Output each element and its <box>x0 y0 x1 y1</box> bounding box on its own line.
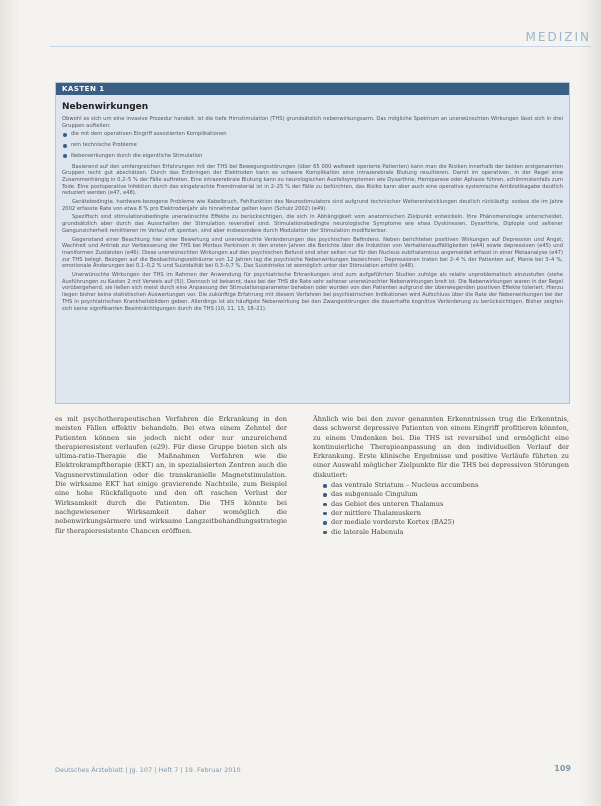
box-tab-label: KASTEN 1 <box>56 83 569 95</box>
box-paragraph: Gegenstand einer Beachtung hier einer Bewertung sind unerwünschte Veränderungen des psychischen Befindens. Neben berichteten positiven Wirkungen auf Depression und Angst, Wachheit und Antrieb zur Verbesserung der THS bei Morbus Parkinson in den ersten Jahren die Berichte über die Induktion von Verhaltensauffälligkeiten (e44) sowie depressiven (e45) und maniformen Zuständen (e46). Diese unerwünschten Wirkungen auf den psychischen Befund sind eher selten nur für den Nucleus subthalamicus angemeldet erfasst in einer Metaanalyse (e47) zur THS belegt. Bezogen auf die Beobachtungszeiträume von 12 Jahren lag die psychische Nebenwirkungen bezeichnen: Depressionen traten bei 2–4 % der Patienten auf, Manie bei 3–4 %, emotionale Änderungen bei 0,1–0,2 % und Suizidalität bei 0,3–0,7 %. Das Suizidrisiko ist womöglich unter der Stimulation erhöht (e48). <box>62 236 563 270</box>
box-paragraph: Spezifisch sind stimulationsbedingte unerwünschte Effekte zu berücksichtigen, die sich in Abhängigkeit vom anatomischen Zielpunkt entwickeln. Ihre Phänomenologie unterscheidet, grundsätzlich aber durch das Ausschalten der Stimulation reversibel sind. Stimulationsbedingte neurologische Symptome wie etwa Dyskinesien, Dysarthrie, Diplopie und seltener Gangunsicherheit remittieren im Verlauf oft spontan, sind aber insbesondere durch Modulation der Stimulation modifizierbar. <box>62 214 563 234</box>
box-title: Nebenwirkungen <box>62 102 149 112</box>
bullet-item: die mit dem operativen Eingriff assoziierten Komplikationen <box>62 131 563 138</box>
box-paragraph: Unerwünschte Wirkungen der THS im Rahmen der Anwendung für psychiatrische Erkrankungen sind zum aufgeführten Studien zufolge als relativ unproblematisch einzustufen (siehe Ausführungen zu Kasten 2 mit Verweis auf (5)). Dennoch ist bekannt, dass bei der THS die Rate sehr seltener unerwünschter Nebenwirkungen breit ist. Die Nebenwirkungen waren in der Regel vorübergehend, sie ließen sich meist durch eine Anpassung der Stimulationsparameter beheben oder wurden von den Patienten aufgrund der überwiegenden positiven Effekte toleriert. Hierzu liegen bisher keine statistischen Auswertungen vor. Die zukünftige Erfahrung mit diesem Verfahren bei psychiatrischen Indikationen wird Aufschluss über die Rate der Nebenwirkungen bei der THS in psychiatrischen Krankheitsbildern geben. Allerdings ist als häufigste Nebenwirkung bei den Zwangsstörungen die dauerhafte kognitive Veränderung zu berücksichtigen. Bisher zeigten sich keine signifikanten Beeinträchtigungen durch die THS (10, 11, 13, 18–21). <box>62 272 563 312</box>
bullet-item: rein technische Probleme <box>62 142 563 149</box>
body-paragraph: es mit psychotherapeutischen Verfahren die Erkrankung in den meisten Fällen effektiv behandeln. Bei etwa einem Zehntel der Patienten können sie jedoch nicht oder nur unzureichend therapieresistent verlaufen (e29). Für diese Gruppe bieten sich als ultima-ratio-Therapie die Maßnahmen Verfahren wie die Elektrokrampftherapie (EKT) an, in spezialisierten Zentren auch die Vagusnervstimulation oder die transkranielle Magnetstimulation. Die wirksame EKT hat einige gravierende Nachteile, zum Beispiel eine hohe Rückfallquote und den oft raschen Verlust der Wirksamkeit durch die Patienten. Die THS könnte bei nachgewiesener Wirksamkeit daher womöglich die nebenwirkungsärmere und wirksame Langzeitbehandlungsstrategie für therapieresistente Chancen eröffnen. <box>55 415 287 535</box>
box-paragraph: Basierend auf den umfangreichen Erfahrungen mit der THS bei Bewegungsstörungen (über 65 000 weltweit operierte Patienten) kann man die Risiken innerhalb der beiden erstgenannten Gruppen recht gut abschätzen. Durch das Einbringen der Elektroden kann es schwere Komplikation eine intrazerebrale Blutung resultieren. Damit im operativen, in der Regel eine Zusammenhängig in 0,2–5 % der Fälle auftreten. Eine intrazerebrale Blutung kann zu neurologischen Ausfallsymptomen wie Dysarthrie, Hemiparese oder Aphasie führen, schlimmstenfalls zum Tode. Eine postoperative Infektion durch das eingebrachte Fremdmaterial ist in 2–25 % der Fälle zu befürchten, das Risiko kann aber auch eine operative systemische Antibiotikagabe deutlich reduziert werden (e47, e48). <box>62 163 563 197</box>
list-item: die laterale Habenula <box>323 528 569 537</box>
box-intro: Obwohl es sich um eine invasive Prozedur handelt, ist die tiefe Hirnstimulation (THS) grundsätzlich nebenwirkungsarm. Das mögliche Spektrum an unerwünschten Wirkungen lässt sich in drei Gruppen aufteilen: <box>62 116 563 129</box>
box-content <box>62 99 563 399</box>
header-rule <box>50 46 591 47</box>
list-item: das subgenuale Cingulum <box>323 490 569 499</box>
page-number: 109 <box>554 764 571 773</box>
box-paragraph: Gerätebedingte, hardware-bezogene Probleme wie Kabelbruch, Fehlfunktion des Neurostimulators sind aufgrund technischer Weiterentwicklungen deutlich rückläufig: sodass die im Jahre 2002 erfasste Rate von etwa 8 % pro Elektrodenjahr als hinnehmbar gelten kann (Schulz 2002) (e49). <box>62 199 563 212</box>
body-paragraph: Ähnlich wie bei den zuvor genannten Erkenntnissen trug die Erkenntnis, dass schwerst depressive Patienten von einem Eingriff profitieren könnten, zu einem Umdenken bei. Die THS ist reversibel und ermöglicht eine kontinuierliche Therapieanpassung an den individuellen Verlauf der Erkrankung. Erste klinische Ergebnisse und positive Verläufe führten zu einer Auswahl möglicher Zielpunkte für die THS bei depressiven Störungen diskutiert: <box>313 415 569 479</box>
list-item: der mediale vorderste Kortex (BA25) <box>323 518 569 527</box>
bullet-item: Nebenwirkungen durch die eigentliche Stimulation <box>62 153 563 160</box>
target-list <box>323 481 569 537</box>
box-bullet-list <box>62 131 563 159</box>
journal-footer: Deutsches Ärzteblatt | Jg. 107 | Heft 7 | 19. Februar 2010 <box>55 766 241 774</box>
list-item: das Gebiet des unteren Thalamus <box>323 500 569 509</box>
section-label: MEDIZIN <box>525 30 591 44</box>
body-column-right <box>313 415 569 537</box>
list-item: das ventrale Striatum – Nucleus accumbens <box>323 481 569 490</box>
info-box <box>55 82 570 404</box>
list-item: der mittlere Thalamuskern <box>323 509 569 518</box>
body-column-left <box>55 415 287 536</box>
